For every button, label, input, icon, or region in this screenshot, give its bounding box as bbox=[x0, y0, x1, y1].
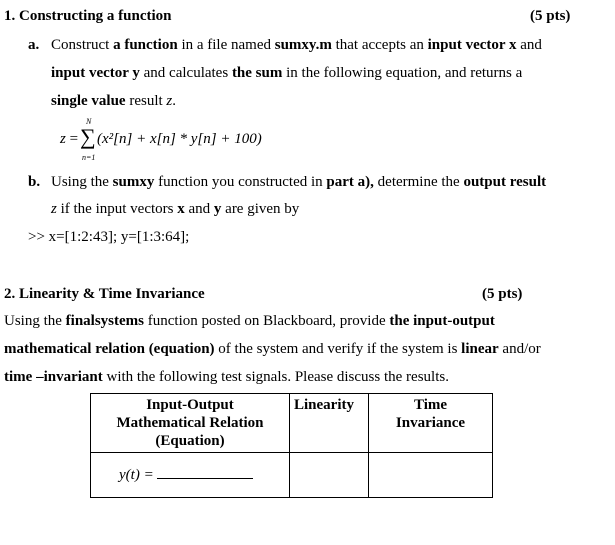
matlab-command: >> x=[1:2:43]; y=[1:3:64]; bbox=[28, 229, 190, 245]
equation-answer-cell[interactable] bbox=[91, 453, 290, 498]
sum-lower-limit: n=1 bbox=[82, 153, 96, 162]
sum-upper-limit: N bbox=[86, 117, 92, 126]
table-header-row bbox=[91, 394, 493, 453]
header-equation: Input-Output Mathematical Relation (Equation) bbox=[91, 394, 290, 453]
q1a-line2: input vector y and calculates the sum in the following equation, and returns a bbox=[51, 65, 523, 81]
q2-line1: Using the finalsystems function posted on Blackboard, provide the input-output bbox=[4, 313, 495, 329]
q1b-line2: z if the input vectors x and y are given by bbox=[51, 201, 300, 217]
q2-line3: time –invariant with the following test signals. Please discuss the results. bbox=[4, 369, 449, 385]
q2-title: 2. Linearity & Time Invariance bbox=[4, 286, 205, 302]
q1-title: 1. Constructing a function bbox=[4, 8, 172, 24]
header-linearity: Linearity bbox=[290, 394, 369, 453]
q1a-line1: Construct a function in a file named sumxy.m that accepts an input vector x and bbox=[51, 37, 542, 53]
y-of-t-label: y(t) = bbox=[119, 467, 154, 483]
q2-points: (5 pts) bbox=[482, 286, 523, 302]
q1a-label: a. bbox=[28, 37, 40, 53]
q1b-label: b. bbox=[28, 174, 41, 190]
q1b-line1: Using the sumxy function you constructed in part a), determine the output result bbox=[51, 174, 547, 190]
sum-equation: z = bbox=[60, 131, 79, 147]
header-time-invariance: Time Invariance bbox=[369, 394, 493, 453]
results-table bbox=[90, 393, 493, 498]
q1a-line3: single value result z. bbox=[51, 93, 177, 109]
linearity-answer-cell[interactable] bbox=[290, 453, 369, 498]
answer-blank[interactable] bbox=[157, 466, 253, 479]
q1-points: (5 pts) bbox=[530, 8, 571, 24]
sigma-symbol: ∑ bbox=[80, 124, 96, 149]
table-row bbox=[91, 453, 493, 498]
sum-body: (x²[n] + x[n] * y[n] + 100) bbox=[97, 131, 262, 147]
time-invariance-answer-cell[interactable] bbox=[369, 453, 493, 498]
q2-line2: mathematical relation (equation) of the system and verify if the system is linear and/or bbox=[4, 341, 541, 357]
